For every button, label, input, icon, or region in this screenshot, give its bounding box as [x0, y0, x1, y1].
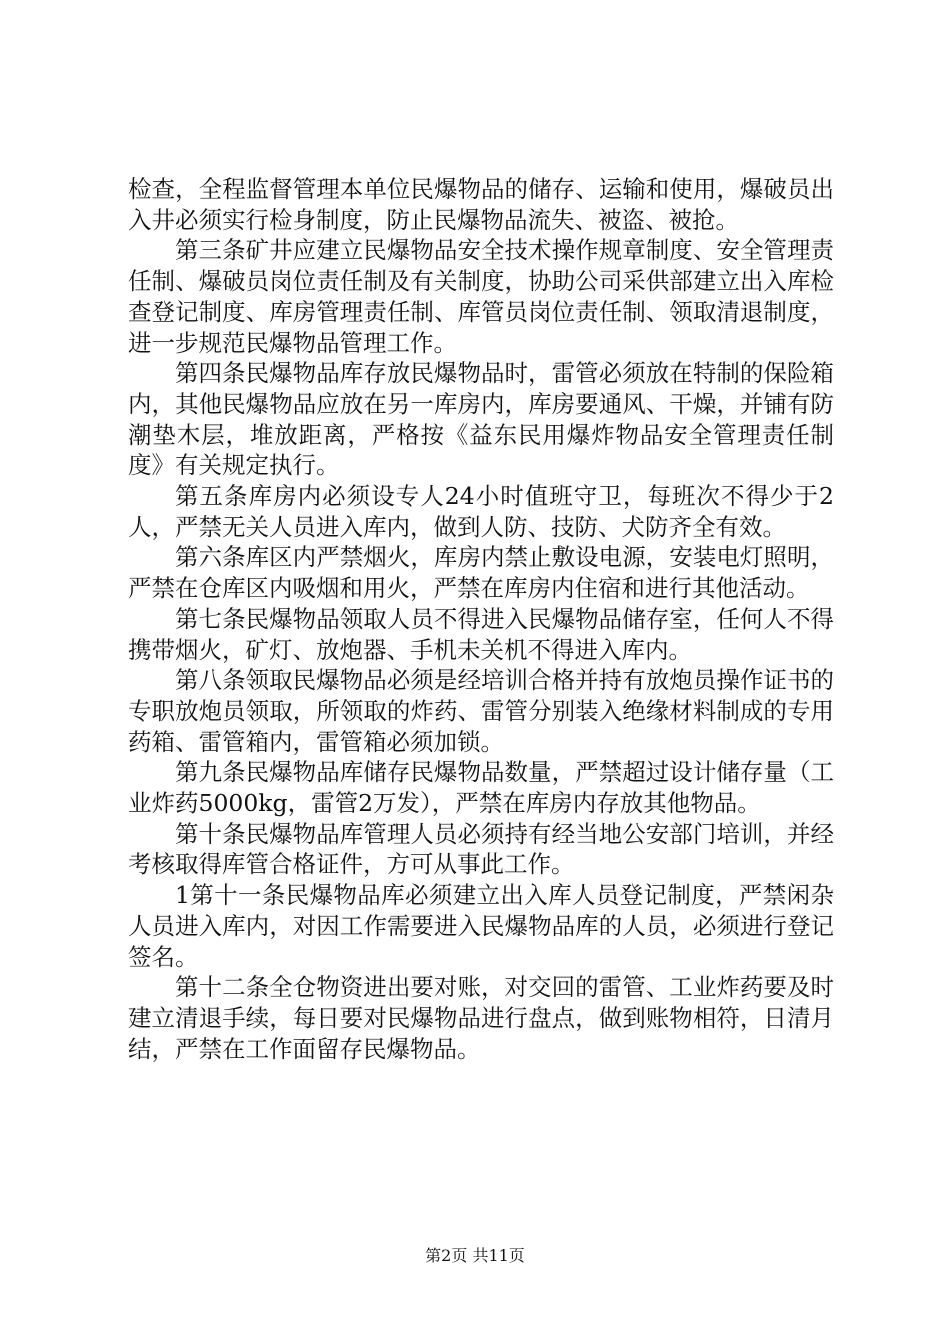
- paragraph-article-9: 第九条民爆物品库储存民爆物品数量，严禁超过设计储存量（工业炸药5000kg，雷管2万发），严禁在库房内存放其他物品。: [128, 758, 834, 818]
- document-body: [128, 174, 834, 1064]
- paragraph-article-3: 第三条矿井应建立民爆物品安全技术操作规章制度、安全管理责任制、爆破员岗位责任制及有关制度，协助公司采供部建立出入库检查登记制度、库房管理责任制、库管员岗位责任制、领取清退制度，进一步规范民爆物品管理工作。: [128, 236, 834, 357]
- paragraph-article-6: 第六条库区内严禁烟火，库房内禁止敷设电源，安装电灯照明，严禁在仓库区内吸烟和用火，严禁在库房内住宿和进行其他活动。: [128, 543, 834, 603]
- paragraph-continuation: 检查，全程监督管理本单位民爆物品的储存、运输和使用，爆破员出入井必须实行检身制度，防止民爆物品流失、被盗、被抢。: [128, 175, 834, 234]
- paragraph-article-11: 1第十一条民爆物品库必须建立出入库人员登记制度，严禁闲杂人员进入库内，对因工作需要进入民爆物品库的人员，必须进行登记签名。: [128, 881, 834, 971]
- paragraph-article-10: 第十条民爆物品库管理人员必须持有经当地公安部门培训，并经考核取得库管合格证件，方可从事此工作。: [128, 819, 834, 879]
- paragraph-article-4: 第四条民爆物品库存放民爆物品时，雷管必须放在特制的保险箱内，其他民爆物品应放在另一库房内，库房要通风、干燥，并铺有防潮垫木层，堆放距离，严格按《益东民用爆炸物品安全管理责任制度》有关规定执行。: [128, 359, 834, 480]
- paragraph-article-7: 第七条民爆物品领取人员不得进入民爆物品储存室，任何人不得携带烟火，矿灯、放炮器、手机未关机不得进入库内。: [128, 604, 834, 664]
- paragraph-article-8: 第八条领取民爆物品必须是经培训合格并持有放炮员操作证书的专职放炮员领取，所领取的炸药、雷管分别装入绝缘材料制成的专用药箱、雷管箱内，雷管箱必须加锁。: [128, 666, 834, 756]
- paragraph-article-5: 第五条库房内必须设专人24小时值班守卫，每班次不得少于2人，严禁无关人员进入库内，做到人防、技防、犬防齐全有效。: [128, 482, 834, 541]
- paragraph-article-12: 第十二条全仓物资进出要对账，对交回的雷管、工业炸药要及时建立清退手续，每日要对民爆物品进行盘点，做到账物相符，日清月结，严禁在工作面留存民爆物品。: [128, 973, 834, 1063]
- page-number-footer: 第2页 共11页: [425, 1246, 525, 1265]
